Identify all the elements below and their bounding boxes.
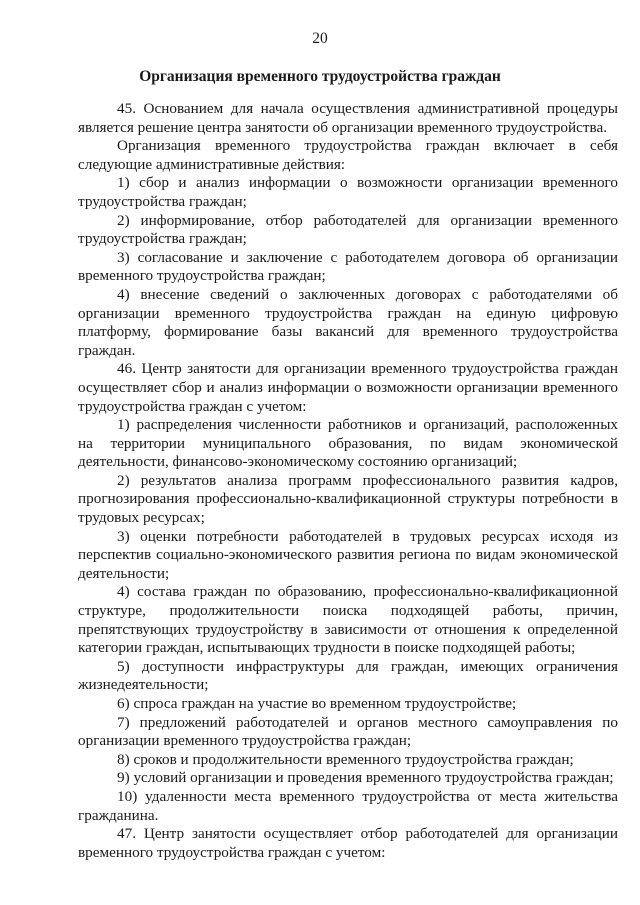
paragraph: 3) согласование и заключение с работодателем договора об организации временного трудоустройства граждан;	[78, 248, 618, 285]
paragraph: 2) информирование, отбор работодателей для организации временного трудоустройства граждан;	[78, 211, 618, 248]
paragraph: 45. Основанием для начала осуществления административной процедуры является решение центра занятости об организации временного трудоустройства.	[78, 100, 618, 136]
section-heading: Организация временного трудоустройства граждан	[139, 68, 501, 85]
paragraph: 3) оценки потребности работодателей в трудовых ресурсах исходя из перспектив социально-экономического развития региона по видам экономической деятельности;	[78, 527, 618, 582]
paragraph: 1) распределения численности работников и организаций, расположенных на территории муниципального образования, по видам экономической деятельности, финансово-экономическому состоянию организаций;	[78, 416, 618, 471]
paragraph: Организация временного трудоустройства граждан включает в себя следующие административные действия:	[78, 137, 618, 173]
paragraph: 4) состава граждан по образованию, профессионально-квалификационной структуре, продолжительности поиска подходящей работы, причин, препятствующих трудоустройству в зависимости от отношения к определенной категории граждан, испытывающих трудности в поиске подходящей работы;	[78, 583, 618, 657]
paragraph: 46. Центр занятости для организации временного трудоустройства граждан осуществляет сбор и анализ информации о возможности организации временного трудоустройства граждан с учетом:	[78, 360, 618, 415]
paragraph: 1) сбор и анализ информации о возможности организации временного трудоустройства граждан;	[78, 174, 618, 210]
paragraph: 2) результатов анализа программ профессионального развития кадров, прогнозирования профессионально-квалификационной структуры потребности в трудовых ресурсах;	[78, 471, 618, 527]
paragraph: 10) удаленности места временного трудоустройства от места жительства гражданина.	[78, 787, 618, 824]
paragraph: 9) условий организации и проведения временного трудоустройства граждан;	[117, 769, 614, 787]
paragraph: 6) спроса граждан на участие во временном трудоустройстве;	[117, 695, 517, 712]
paragraph: 7) предложений работодателей и органов местного самоуправления по организации временного трудоустройства граждан;	[78, 713, 618, 750]
paragraph: 4) внесение сведений о заключенных договорах с работодателями об организации временного трудоустройства граждан на единую цифровую платформу, формирование базы вакансий для временного трудоустройства граждан.	[78, 285, 618, 359]
document-body	[78, 100, 618, 862]
page-number: 20	[312, 30, 328, 47]
paragraph: 5) доступности инфраструктуры для граждан, имеющих ограничения жизнедеятельности;	[78, 657, 618, 694]
paragraph: 8) сроков и продолжительности временного трудоустройства граждан;	[117, 750, 574, 768]
paragraph: 47. Центр занятости осуществляет отбор работодателей для организации временного трудоустройства граждан с учетом:	[78, 825, 618, 861]
